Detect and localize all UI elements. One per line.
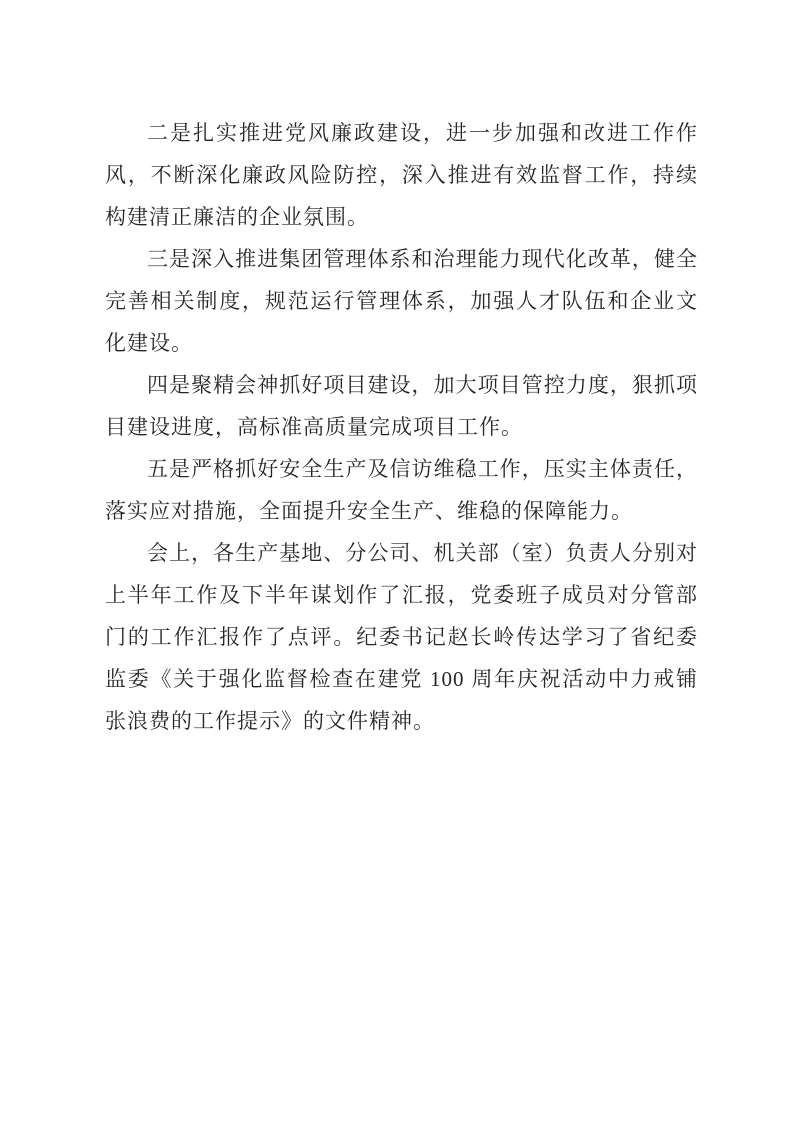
paragraph-point-four: 四是聚精会神抓好项目建设，加大项目管控力度，狠抓项目建设进度，高标准高质量完成项目工作。 [105, 373, 698, 439]
document-body [105, 112, 698, 742]
paragraph-point-three: 三是深入推进集团管理体系和治理能力现代化改革，健全完善相关制度，规范运行管理体系，加强人才队伍和企业文化建设。 [105, 247, 698, 355]
paragraph-point-five: 五是严格抓好安全生产及信访维稳工作，压实主体责任，落实应对措施，全面提升安全生产、维稳的保障能力。 [105, 457, 698, 523]
paragraph-point-two: 二是扎实推进党风廉政建设，进一步加强和改进工作作风，不断深化廉政风险防控，深入推进有效监督工作，持续构建清正廉洁的企业氛围。 [105, 121, 698, 229]
paragraph-meeting-summary: 会上，各生产基地、分公司、机关部（室）负责人分别对上半年工作及下半年谋划作了汇报，党委班子成员对分管部门的工作汇报作了点评。纪委书记赵长岭传达学习了省纪委监委《关于强化监督检查在建党 100 周年庆祝活动中力戒铺张浪费的工作提示》的文件精神。 [105, 541, 698, 733]
